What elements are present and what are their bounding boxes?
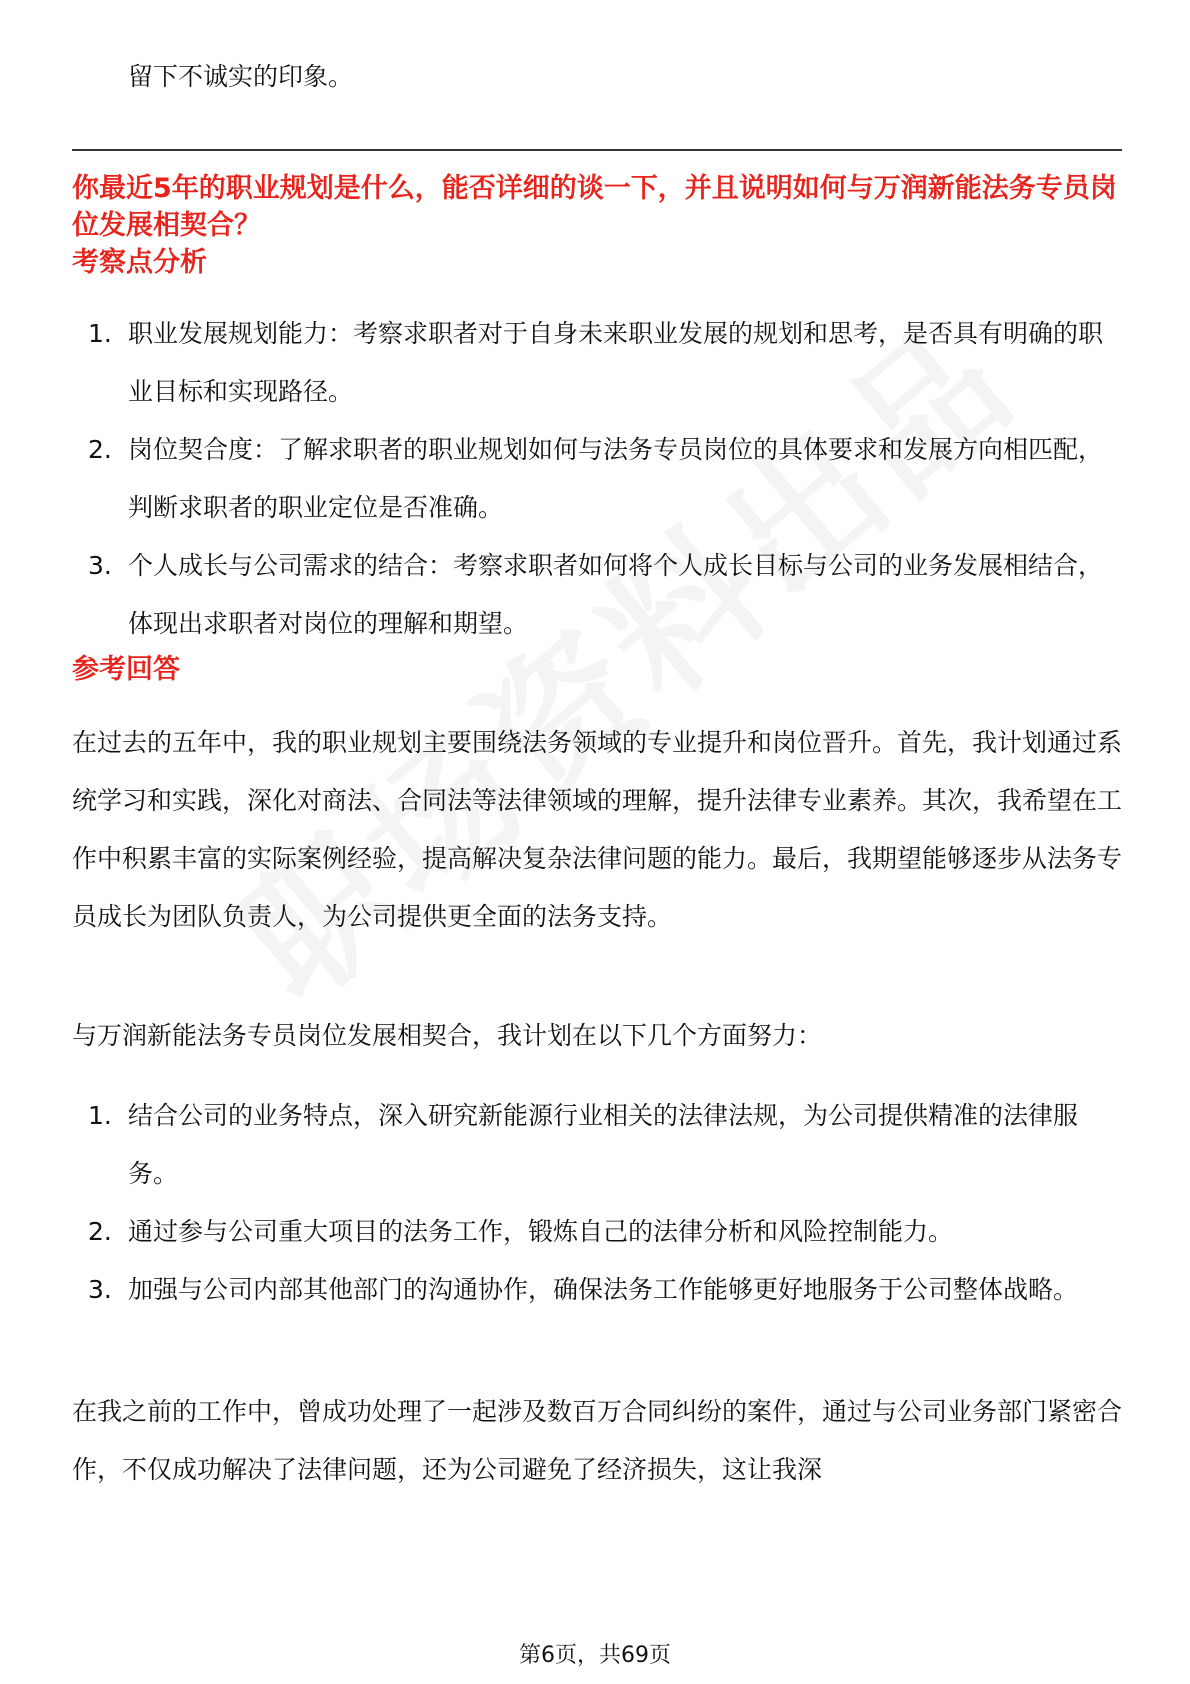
list-number: 2. [88, 1217, 112, 1246]
list-item-text: 加强与公司内部其他部门的沟通协作，确保法务工作能够更好地服务于公司整体战略。 [128, 1275, 1079, 1304]
analysis-list [0, 305, 1122, 653]
answer-paragraph: 与万润新能法务专员岗位发展相契合，我计划在以下几个方面努力： [72, 1021, 823, 1050]
list-item [0, 1203, 1122, 1261]
list-item [0, 421, 1122, 537]
page-number: 第6页，共69页 [519, 1643, 671, 1668]
section-divider [72, 149, 1122, 151]
list-item [0, 1261, 1122, 1319]
list-item [0, 537, 1122, 653]
list-item [0, 1087, 1122, 1203]
plan-list [0, 1087, 1122, 1319]
list-number: 3. [88, 551, 112, 580]
list-item-text: 通过参与公司重大项目的法务工作，锻炼自己的法律分析和风险控制能力。 [128, 1217, 954, 1246]
answer-heading: 参考回答 [72, 654, 180, 685]
list-item [0, 305, 1122, 421]
analysis-heading: 考察点分析 [72, 247, 207, 278]
list-number: 1. [88, 319, 112, 348]
list-item-text: 职业发展规划能力：考察求职者对于自身未来职业发展的规划和思考，是否具有明确的职业目标和实现路径。 [128, 319, 1104, 406]
list-item-text: 岗位契合度：了解求职者的职业规划如何与法务专员岗位的具体要求和发展方向相匹配，判断求职者的职业定位是否准确。 [128, 435, 1104, 522]
list-item-text: 结合公司的业务特点，深入研究新能源行业相关的法律法规，为公司提供精准的法律服务。 [128, 1101, 1079, 1188]
answer-paragraph: 在过去的五年中，我的职业规划主要围绕法务领域的专业提升和岗位晋升。首先，我计划通过系统学习和实践，深化对商法、合同法等法律领域的理解，提升法律专业素养。其次，我希望在工作中积累丰富的实际案例经验，提高解决复杂法律问题的能力。最后，我期望能够逐步从法务专员成长为团队负责人，为公司提供更全面的法务支持。 [72, 728, 1123, 931]
carryover-text: 留下不诚实的印象。 [128, 62, 354, 91]
list-number: 1. [88, 1101, 112, 1130]
list-number: 2. [88, 435, 112, 464]
list-item-text: 个人成长与公司需求的结合：考察求职者如何将个人成长目标与公司的业务发展相结合，体现出求职者对岗位的理解和期望。 [128, 551, 1104, 638]
question-title: 你最近5年的职业规划是什么，能否详细的谈一下，并且说明如何与万润新能法务专员岗位发展相契合？ [72, 173, 1117, 241]
answer-paragraph: 在我之前的工作中，曾成功处理了一起涉及数百万合同纠纷的案件，通过与公司业务部门紧密合作，不仅成功解决了法律问题，还为公司避免了经济损失，这让我深 [72, 1397, 1123, 1484]
list-number: 3. [88, 1275, 112, 1304]
